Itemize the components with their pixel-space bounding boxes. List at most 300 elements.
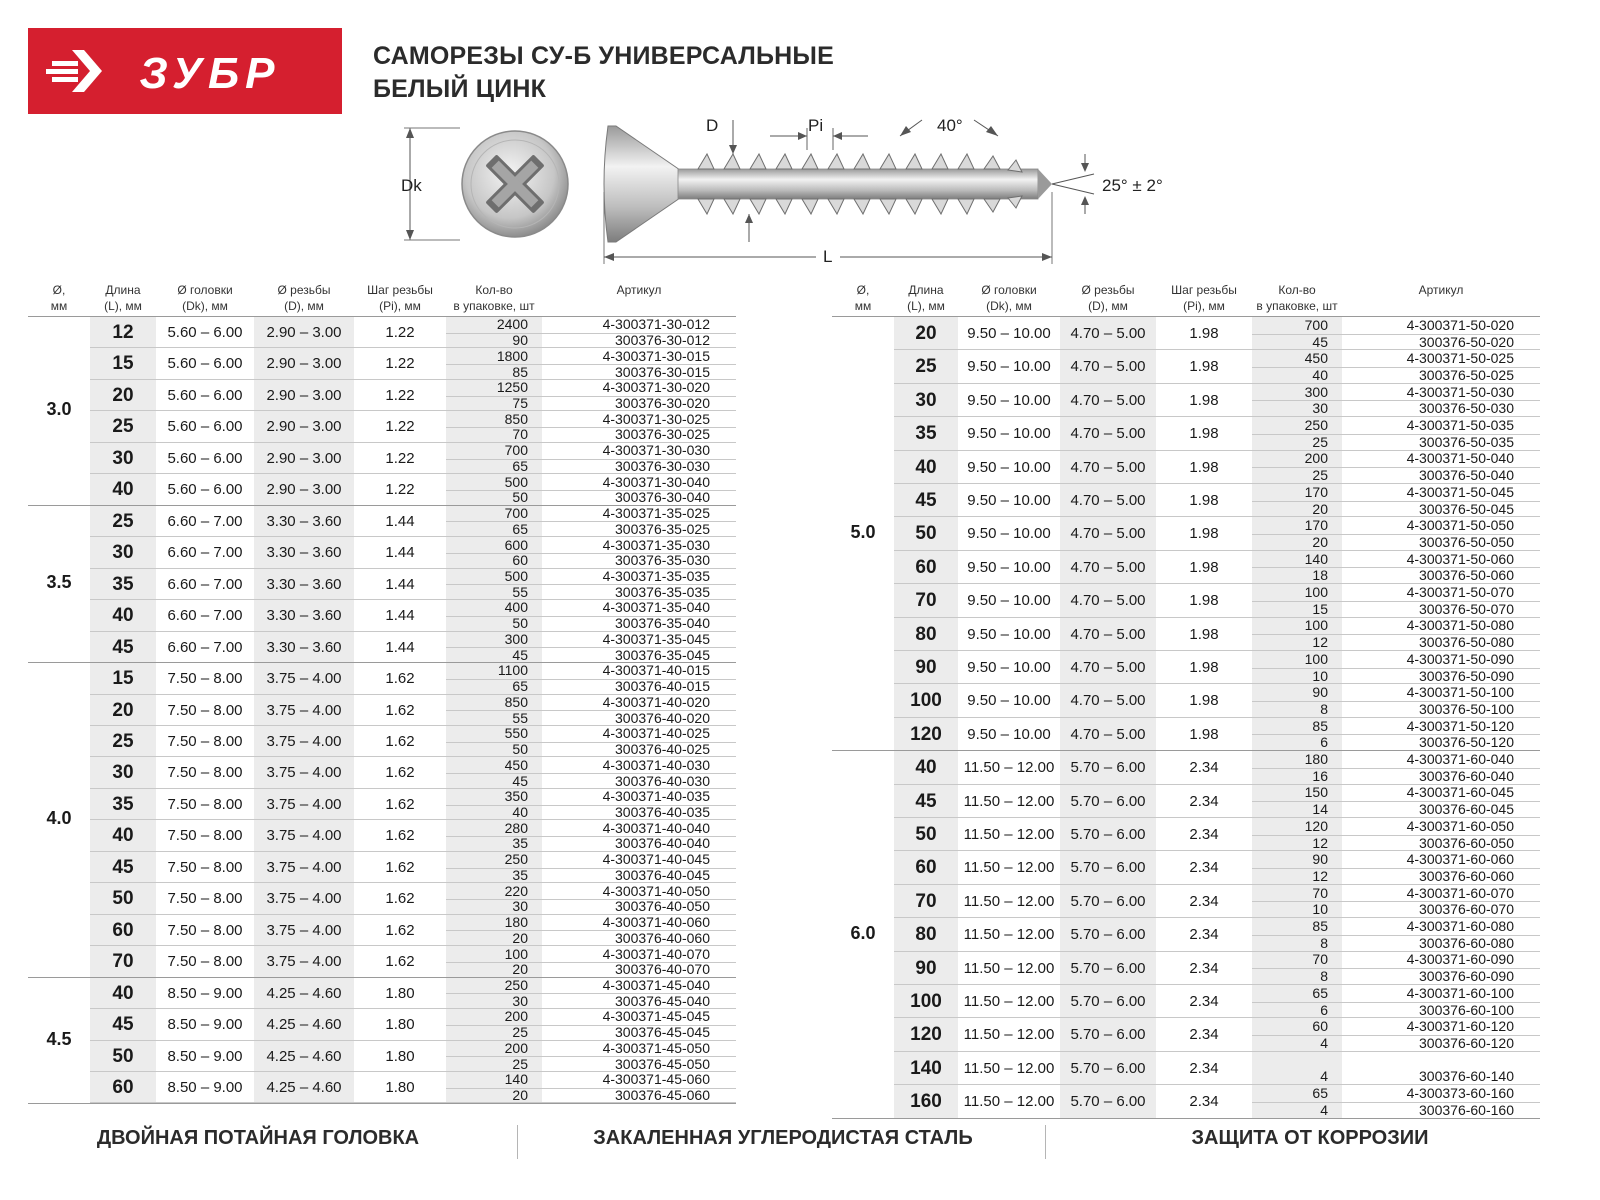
feature-countersunk-head: ДВОЙНАЯ ПОТАЙНАЯ ГОЛОВКА — [96, 1127, 420, 1149]
header-head: Ø головки (Dk), мм — [177, 283, 233, 313]
cell-head: 7.50 – 8.00 — [167, 701, 243, 719]
cell-article: 4-300371-50-035 — [1406, 417, 1514, 434]
cell-head: 7.50 – 8.00 — [167, 921, 243, 939]
table-row — [832, 484, 1540, 517]
cell-quantity: 140 — [504, 1071, 528, 1088]
cell-quantity: 700 — [504, 505, 528, 522]
cell-thread: 3.75 – 4.00 — [266, 827, 342, 845]
table-row — [832, 684, 1540, 717]
cell-article: 300376-40-025 — [615, 741, 710, 758]
header-len: Длина (L), мм — [907, 283, 945, 313]
cell-quantity: 90 — [1312, 851, 1328, 868]
cell-len: 20 — [112, 699, 134, 721]
cell-quantity: 220 — [504, 882, 528, 899]
cell-article: 300376-35-025 — [615, 520, 710, 537]
cell-quantity: 8 — [1320, 934, 1328, 951]
sub-row-divider — [1252, 901, 1540, 902]
cell-thread: 4.70 – 5.00 — [1070, 659, 1146, 676]
cell-head: 9.50 – 10.00 — [967, 592, 1051, 610]
cell-thread: 4.25 – 4.60 — [266, 984, 342, 1002]
table-row — [28, 695, 736, 726]
table-row — [28, 380, 736, 411]
cell-head: 6.60 – 7.00 — [167, 512, 243, 530]
cell-quantity: 55 — [512, 583, 528, 600]
cell-len: 90 — [915, 657, 937, 678]
cell-article: 300376-45-060 — [615, 1087, 710, 1104]
cell-article: 300376-50-040 — [1419, 467, 1514, 484]
cell-article: 300376-40-070 — [615, 961, 710, 978]
cell-quantity: 6 — [1320, 1001, 1328, 1018]
cell-article: 300376-60-140 — [1419, 1068, 1514, 1085]
cell-quantity: 300 — [504, 630, 528, 647]
cell-article: 300376-30-012 — [615, 332, 710, 349]
cell-pitch: 1.62 — [385, 858, 415, 876]
table-row — [832, 1018, 1540, 1051]
cell-article: 4-300373-60-160 — [1406, 1085, 1514, 1102]
cell-quantity: 170 — [1304, 483, 1328, 500]
cell-len: 30 — [915, 389, 937, 411]
table-row — [28, 443, 736, 474]
sub-row-divider — [1252, 968, 1540, 969]
header-thread: Ø резьбы (D), мм — [277, 283, 331, 313]
sub-row-divider — [446, 930, 736, 931]
cell-pitch: 1.22 — [385, 481, 415, 499]
cell-quantity: 35 — [512, 866, 528, 883]
cell-quantity: 65 — [512, 520, 528, 537]
cell-article: 4-300371-40-030 — [602, 756, 710, 773]
cell-quantity: 90 — [512, 332, 528, 349]
cell-thread: 3.30 – 3.60 — [266, 607, 342, 625]
cell-article: 300376-40-030 — [615, 772, 710, 789]
header-art: Артикул — [616, 283, 662, 297]
sub-row-divider — [1252, 935, 1540, 936]
cell-article: 4-300371-40-045 — [602, 851, 710, 868]
sub-row-divider — [446, 836, 736, 837]
cell-quantity: 6 — [1320, 734, 1328, 751]
cell-article: 4-300371-50-090 — [1406, 650, 1514, 667]
cell-thread: 4.70 – 5.00 — [1070, 725, 1146, 743]
cell-thread: 3.75 – 4.00 — [266, 764, 342, 782]
cell-quantity: 700 — [1304, 316, 1328, 333]
cell-quantity: 1250 — [496, 379, 528, 396]
cell-pitch: 1.98 — [1189, 725, 1219, 743]
cell-thread: 4.25 – 4.60 — [266, 1079, 342, 1097]
cell-len: 45 — [112, 636, 134, 658]
cell-quantity: 100 — [1304, 617, 1328, 634]
cell-thread: 4.70 – 5.00 — [1070, 492, 1146, 509]
cell-article: 300376-30-040 — [615, 489, 710, 506]
cell-quantity: 180 — [504, 914, 528, 931]
cell-pitch: 1.98 — [1189, 458, 1219, 476]
diameter-value: 4.5 — [46, 1028, 72, 1049]
cell-head: 7.50 – 8.00 — [167, 890, 243, 908]
cell-len: 60 — [915, 556, 937, 578]
cell-head: 11.50 – 12.00 — [963, 926, 1055, 944]
cell-pitch: 2.34 — [1189, 992, 1219, 1010]
cell-len: 25 — [112, 510, 134, 532]
cell-article: 4-300371-45-045 — [602, 1008, 710, 1025]
cell-quantity: 200 — [504, 1039, 528, 1056]
cell-quantity: 30 — [1312, 400, 1328, 417]
cell-thread: 4.70 – 5.00 — [1070, 391, 1146, 409]
table-row — [832, 885, 1540, 918]
cell-len: 120 — [910, 1024, 942, 1046]
cell-thread: 3.75 – 4.00 — [266, 670, 342, 688]
table-row — [28, 1072, 736, 1103]
cell-pitch: 1.62 — [385, 670, 415, 688]
cell-thread: 5.70 – 6.00 — [1070, 859, 1146, 877]
cell-thread: 2.90 – 3.00 — [266, 386, 342, 404]
cell-len: 40 — [915, 757, 937, 779]
cell-article: 300376-45-050 — [615, 1055, 710, 1072]
cell-head: 11.50 – 12.00 — [963, 959, 1055, 977]
cell-article: 300376-30-015 — [615, 363, 710, 380]
cell-len: 50 — [915, 523, 937, 545]
cell-head: 6.60 – 7.00 — [167, 544, 243, 562]
sub-row-divider — [446, 805, 736, 806]
sub-row-divider — [1252, 835, 1540, 836]
cell-quantity: 550 — [504, 725, 528, 742]
cell-article: 4-300371-35-035 — [602, 568, 710, 585]
sub-row-divider — [1252, 1035, 1540, 1036]
cell-len: 45 — [915, 790, 937, 812]
cell-quantity: 65 — [512, 457, 528, 474]
cell-quantity: 60 — [1312, 1018, 1328, 1035]
table-row — [832, 918, 1540, 951]
table-bottom-border — [832, 1118, 1540, 1119]
cell-article: 4-300371-50-020 — [1406, 316, 1514, 333]
cell-article: 4-300371-50-045 — [1406, 483, 1514, 500]
cell-pitch: 1.98 — [1189, 325, 1219, 342]
cell-thread: 5.70 – 6.00 — [1070, 892, 1146, 910]
cell-article: 300376-35-030 — [615, 552, 710, 569]
cell-article: 4-300371-50-040 — [1406, 450, 1514, 467]
cell-len: 100 — [910, 690, 942, 712]
cell-quantity: 18 — [1312, 567, 1328, 584]
cell-thread: 5.70 – 6.00 — [1070, 792, 1146, 810]
cell-head: 7.50 – 8.00 — [167, 795, 243, 813]
header-pitch: Шаг резьбы (Pi), мм — [1171, 283, 1237, 313]
cell-quantity: 25 — [1312, 433, 1328, 450]
cell-thread: 2.90 – 3.00 — [266, 324, 342, 341]
cell-article: 4-300371-30-030 — [602, 442, 710, 459]
sub-row-divider — [1252, 801, 1540, 802]
cell-article: 300376-45-040 — [615, 992, 710, 1009]
cell-head: 11.50 – 12.00 — [963, 825, 1055, 843]
cell-quantity: 250 — [504, 977, 528, 994]
cell-head: 9.50 – 10.00 — [967, 525, 1051, 543]
cell-pitch: 1.44 — [385, 544, 415, 562]
table-row — [28, 789, 736, 820]
cell-head: 9.50 – 10.00 — [967, 358, 1051, 376]
cell-article: 300376-50-045 — [1419, 500, 1514, 517]
title-line-1: САМОРЕЗЫ СУ-Б УНИВЕРСАЛЬНЫЕ — [373, 42, 834, 70]
cell-thread: 2.90 – 3.00 — [266, 355, 342, 373]
sub-row-divider — [1252, 501, 1540, 502]
table-row — [28, 757, 736, 788]
cell-thread: 3.30 – 3.60 — [266, 544, 342, 562]
sub-row-divider — [446, 868, 736, 869]
diameter-group — [832, 316, 1540, 751]
cell-article: 300376-40-035 — [615, 803, 710, 820]
svg-text:ЗУБР: ЗУБР — [139, 49, 281, 98]
cell-quantity: 600 — [504, 536, 528, 553]
cell-len: 100 — [910, 990, 942, 1012]
sub-row-divider — [446, 427, 736, 428]
cell-head: 9.50 – 10.00 — [967, 425, 1051, 443]
cell-article: 300376-60-045 — [1419, 801, 1514, 818]
cell-thread: 4.70 – 5.00 — [1070, 692, 1146, 710]
cell-head: 9.50 – 10.00 — [967, 725, 1051, 743]
sub-row-divider — [446, 396, 736, 397]
sub-row-divider — [446, 584, 736, 585]
cell-thread: 2.90 – 3.00 — [266, 481, 342, 499]
table-row — [28, 506, 736, 537]
cell-head: 11.50 – 12.00 — [963, 1093, 1055, 1111]
sub-row-divider — [1252, 634, 1540, 635]
cell-len: 40 — [112, 605, 134, 627]
cell-quantity: 45 — [512, 646, 528, 663]
sub-row-divider — [1252, 768, 1540, 769]
cell-quantity: 30 — [512, 898, 528, 915]
sub-row-divider — [446, 1056, 736, 1057]
table-row — [28, 600, 736, 631]
sub-row-divider — [1252, 434, 1540, 435]
cell-quantity: 45 — [1312, 333, 1328, 350]
cell-pitch: 1.62 — [385, 795, 415, 813]
cell-head: 8.50 – 9.00 — [167, 1016, 243, 1034]
cell-len: 50 — [112, 888, 134, 910]
cell-head: 7.50 – 8.00 — [167, 764, 243, 782]
cell-article: 4-300371-60-045 — [1406, 784, 1514, 801]
sub-row-divider — [1252, 1102, 1540, 1103]
sub-row-divider — [446, 553, 736, 554]
cell-article: 4-300371-30-015 — [602, 347, 710, 364]
cell-head: 8.50 – 9.00 — [167, 984, 243, 1002]
sub-row-divider — [446, 490, 736, 491]
cell-article: 4-300371-40-015 — [602, 662, 710, 679]
table-row — [832, 417, 1540, 450]
bison-logo-icon — [28, 28, 342, 114]
cell-article: 4-300371-50-080 — [1406, 617, 1514, 634]
label-dk: Dk — [401, 176, 422, 195]
cell-pitch: 2.34 — [1189, 792, 1219, 810]
header-dia: Ø, мм — [50, 283, 68, 313]
table-row — [832, 952, 1540, 985]
cell-article: 4-300371-60-120 — [1406, 1018, 1514, 1035]
cell-quantity: 200 — [504, 1008, 528, 1025]
cell-quantity: 10 — [1312, 901, 1328, 918]
sub-row-divider — [1252, 534, 1540, 535]
title-line-2: БЕЛЫЙ ЦИНК — [373, 75, 547, 103]
sub-row-divider — [446, 899, 736, 900]
feature-divider — [1045, 1125, 1046, 1159]
cell-article: 4-300371-45-040 — [602, 977, 710, 994]
cell-pitch: 1.44 — [385, 575, 415, 593]
table-row — [28, 632, 736, 663]
cell-pitch: 1.44 — [385, 607, 415, 625]
cell-len: 30 — [112, 447, 134, 469]
cell-pitch: 1.98 — [1189, 492, 1219, 509]
table-row — [832, 785, 1540, 818]
cell-pitch: 1.22 — [385, 324, 415, 341]
cell-article: 4-300371-40-060 — [602, 914, 710, 931]
cell-len: 25 — [112, 730, 134, 752]
cell-quantity: 25 — [512, 1055, 528, 1072]
header-qty: Кол-во в упаковке, шт — [1256, 283, 1338, 313]
cell-len: 40 — [915, 456, 937, 478]
cell-quantity: 14 — [1312, 801, 1328, 818]
cell-thread: 5.70 – 6.00 — [1070, 926, 1146, 944]
cell-head: 7.50 – 8.00 — [167, 953, 243, 971]
cell-len: 35 — [112, 793, 134, 815]
cell-thread: 4.25 – 4.60 — [266, 1016, 342, 1034]
cell-pitch: 1.62 — [385, 921, 415, 939]
feature-divider — [517, 1125, 518, 1159]
cell-quantity: 70 — [512, 426, 528, 443]
sub-row-divider — [1252, 467, 1540, 468]
cell-quantity: 400 — [504, 599, 528, 616]
cell-article: 300376-60-120 — [1419, 1034, 1514, 1051]
table-row — [832, 751, 1540, 784]
cell-head: 6.60 – 7.00 — [167, 607, 243, 625]
diameter-value: 6.0 — [850, 922, 876, 943]
cell-article: 300376-40-015 — [615, 678, 710, 695]
diameter-group — [28, 977, 736, 1104]
cell-quantity: 1800 — [496, 347, 528, 364]
cell-len: 45 — [112, 856, 134, 878]
cell-article: 4-300371-60-060 — [1406, 851, 1514, 868]
cell-quantity: 120 — [1304, 817, 1328, 834]
table-row — [832, 584, 1540, 617]
table-row — [28, 1009, 736, 1040]
cell-article: 300376-60-090 — [1419, 968, 1514, 985]
cell-quantity: 250 — [1304, 417, 1328, 434]
cell-quantity: 40 — [512, 803, 528, 820]
cell-quantity: 50 — [512, 489, 528, 506]
cell-quantity: 8 — [1320, 968, 1328, 985]
cell-thread: 4.70 – 5.00 — [1070, 525, 1146, 543]
cell-article: 300376-50-060 — [1419, 567, 1514, 584]
cell-head: 5.60 – 6.00 — [167, 449, 243, 467]
cell-quantity: 15 — [1312, 600, 1328, 617]
cell-len: 35 — [112, 573, 134, 595]
cell-head: 11.50 – 12.00 — [963, 759, 1055, 777]
cell-article: 300376-50-070 — [1419, 600, 1514, 617]
cell-quantity: 100 — [504, 945, 528, 962]
sub-row-divider — [446, 1025, 736, 1026]
diameter-value: 3.0 — [46, 399, 72, 420]
cell-quantity: 30 — [512, 992, 528, 1009]
header-head: Ø головки (Dk), мм — [981, 283, 1037, 313]
diameter-value: 3.5 — [46, 572, 72, 593]
cell-article: 4-300371-35-025 — [602, 505, 710, 522]
cell-thread: 3.75 – 4.00 — [266, 701, 342, 719]
cell-article: 300376-40-060 — [615, 929, 710, 946]
cell-thread: 3.30 – 3.60 — [266, 638, 342, 656]
cell-head: 7.50 – 8.00 — [167, 827, 243, 845]
cell-len: 50 — [112, 1045, 134, 1067]
cell-article: 300376-50-080 — [1419, 634, 1514, 651]
cell-article: 300376-60-070 — [1419, 901, 1514, 918]
cell-head: 9.50 – 10.00 — [967, 659, 1051, 676]
cell-article: 300376-50-050 — [1419, 533, 1514, 550]
cell-quantity: 100 — [1304, 650, 1328, 667]
cell-pitch: 1.62 — [385, 701, 415, 719]
cell-article: 300376-50-100 — [1419, 700, 1514, 717]
cell-quantity: 150 — [1304, 784, 1328, 801]
cell-article: 300376-50-120 — [1419, 734, 1514, 751]
cell-pitch: 1.98 — [1189, 558, 1219, 576]
cell-quantity: 70 — [1312, 884, 1328, 901]
cell-head: 5.60 – 6.00 — [167, 418, 243, 436]
sub-row-divider — [446, 333, 736, 334]
cell-quantity: 100 — [1304, 584, 1328, 601]
sub-row-divider — [446, 962, 736, 963]
cell-thread: 3.75 – 4.00 — [266, 921, 342, 939]
label-d: D — [706, 116, 719, 135]
table-row — [28, 474, 736, 505]
cell-quantity: 85 — [1312, 918, 1328, 935]
sub-row-divider — [1252, 567, 1540, 568]
cell-article: 4-300371-30-025 — [602, 410, 710, 427]
sub-row-divider — [1252, 334, 1540, 335]
cell-thread: 2.90 – 3.00 — [266, 418, 342, 436]
cell-thread: 3.75 – 4.00 — [266, 953, 342, 971]
diameter-value: 5.0 — [850, 522, 876, 543]
sub-row-divider — [446, 1088, 736, 1089]
cell-thread: 5.70 – 6.00 — [1070, 825, 1146, 843]
sub-row-divider — [446, 521, 736, 522]
cell-len: 45 — [915, 490, 937, 511]
cell-article: 300376-60-060 — [1419, 867, 1514, 884]
sub-row-divider — [1252, 367, 1540, 368]
cell-head: 9.50 – 10.00 — [967, 625, 1051, 643]
cell-head: 7.50 – 8.00 — [167, 732, 243, 750]
cell-quantity: 850 — [504, 693, 528, 710]
cell-len: 15 — [112, 353, 134, 375]
cell-len: 80 — [915, 623, 937, 645]
cell-article: 300376-35-035 — [615, 583, 710, 600]
cell-article: 4-300371-50-050 — [1406, 517, 1514, 534]
sub-row-divider — [446, 679, 736, 680]
table-row — [832, 651, 1540, 684]
cell-len: 45 — [112, 1014, 134, 1036]
cell-pitch: 2.34 — [1189, 759, 1219, 777]
table-row — [832, 517, 1540, 550]
cell-head: 8.50 – 9.00 — [167, 1047, 243, 1065]
cell-article: 4-300371-60-080 — [1406, 918, 1514, 935]
cell-head: 11.50 – 12.00 — [963, 859, 1055, 877]
cell-thread: 4.70 – 5.00 — [1070, 558, 1146, 576]
cell-quantity: 45 — [512, 772, 528, 789]
cell-len: 80 — [915, 924, 937, 946]
cell-len: 40 — [112, 825, 134, 847]
table-row — [28, 663, 736, 694]
cell-quantity: 500 — [504, 568, 528, 585]
cell-thread: 4.70 – 5.00 — [1070, 458, 1146, 476]
table-row — [28, 883, 736, 914]
feature-hardened-steel: ЗАКАЛЕННАЯ УГЛЕРОДИСТАЯ СТАЛЬ — [593, 1127, 973, 1149]
cell-head: 6.60 – 7.00 — [167, 638, 243, 656]
table-row — [832, 451, 1540, 484]
cell-pitch: 1.98 — [1189, 358, 1219, 376]
table-row — [832, 851, 1540, 884]
cell-head: 11.50 – 12.00 — [963, 1026, 1055, 1044]
table-row — [28, 411, 736, 442]
cell-article: 4-300371-30-020 — [602, 379, 710, 396]
cell-head: 11.50 – 12.00 — [963, 892, 1055, 910]
